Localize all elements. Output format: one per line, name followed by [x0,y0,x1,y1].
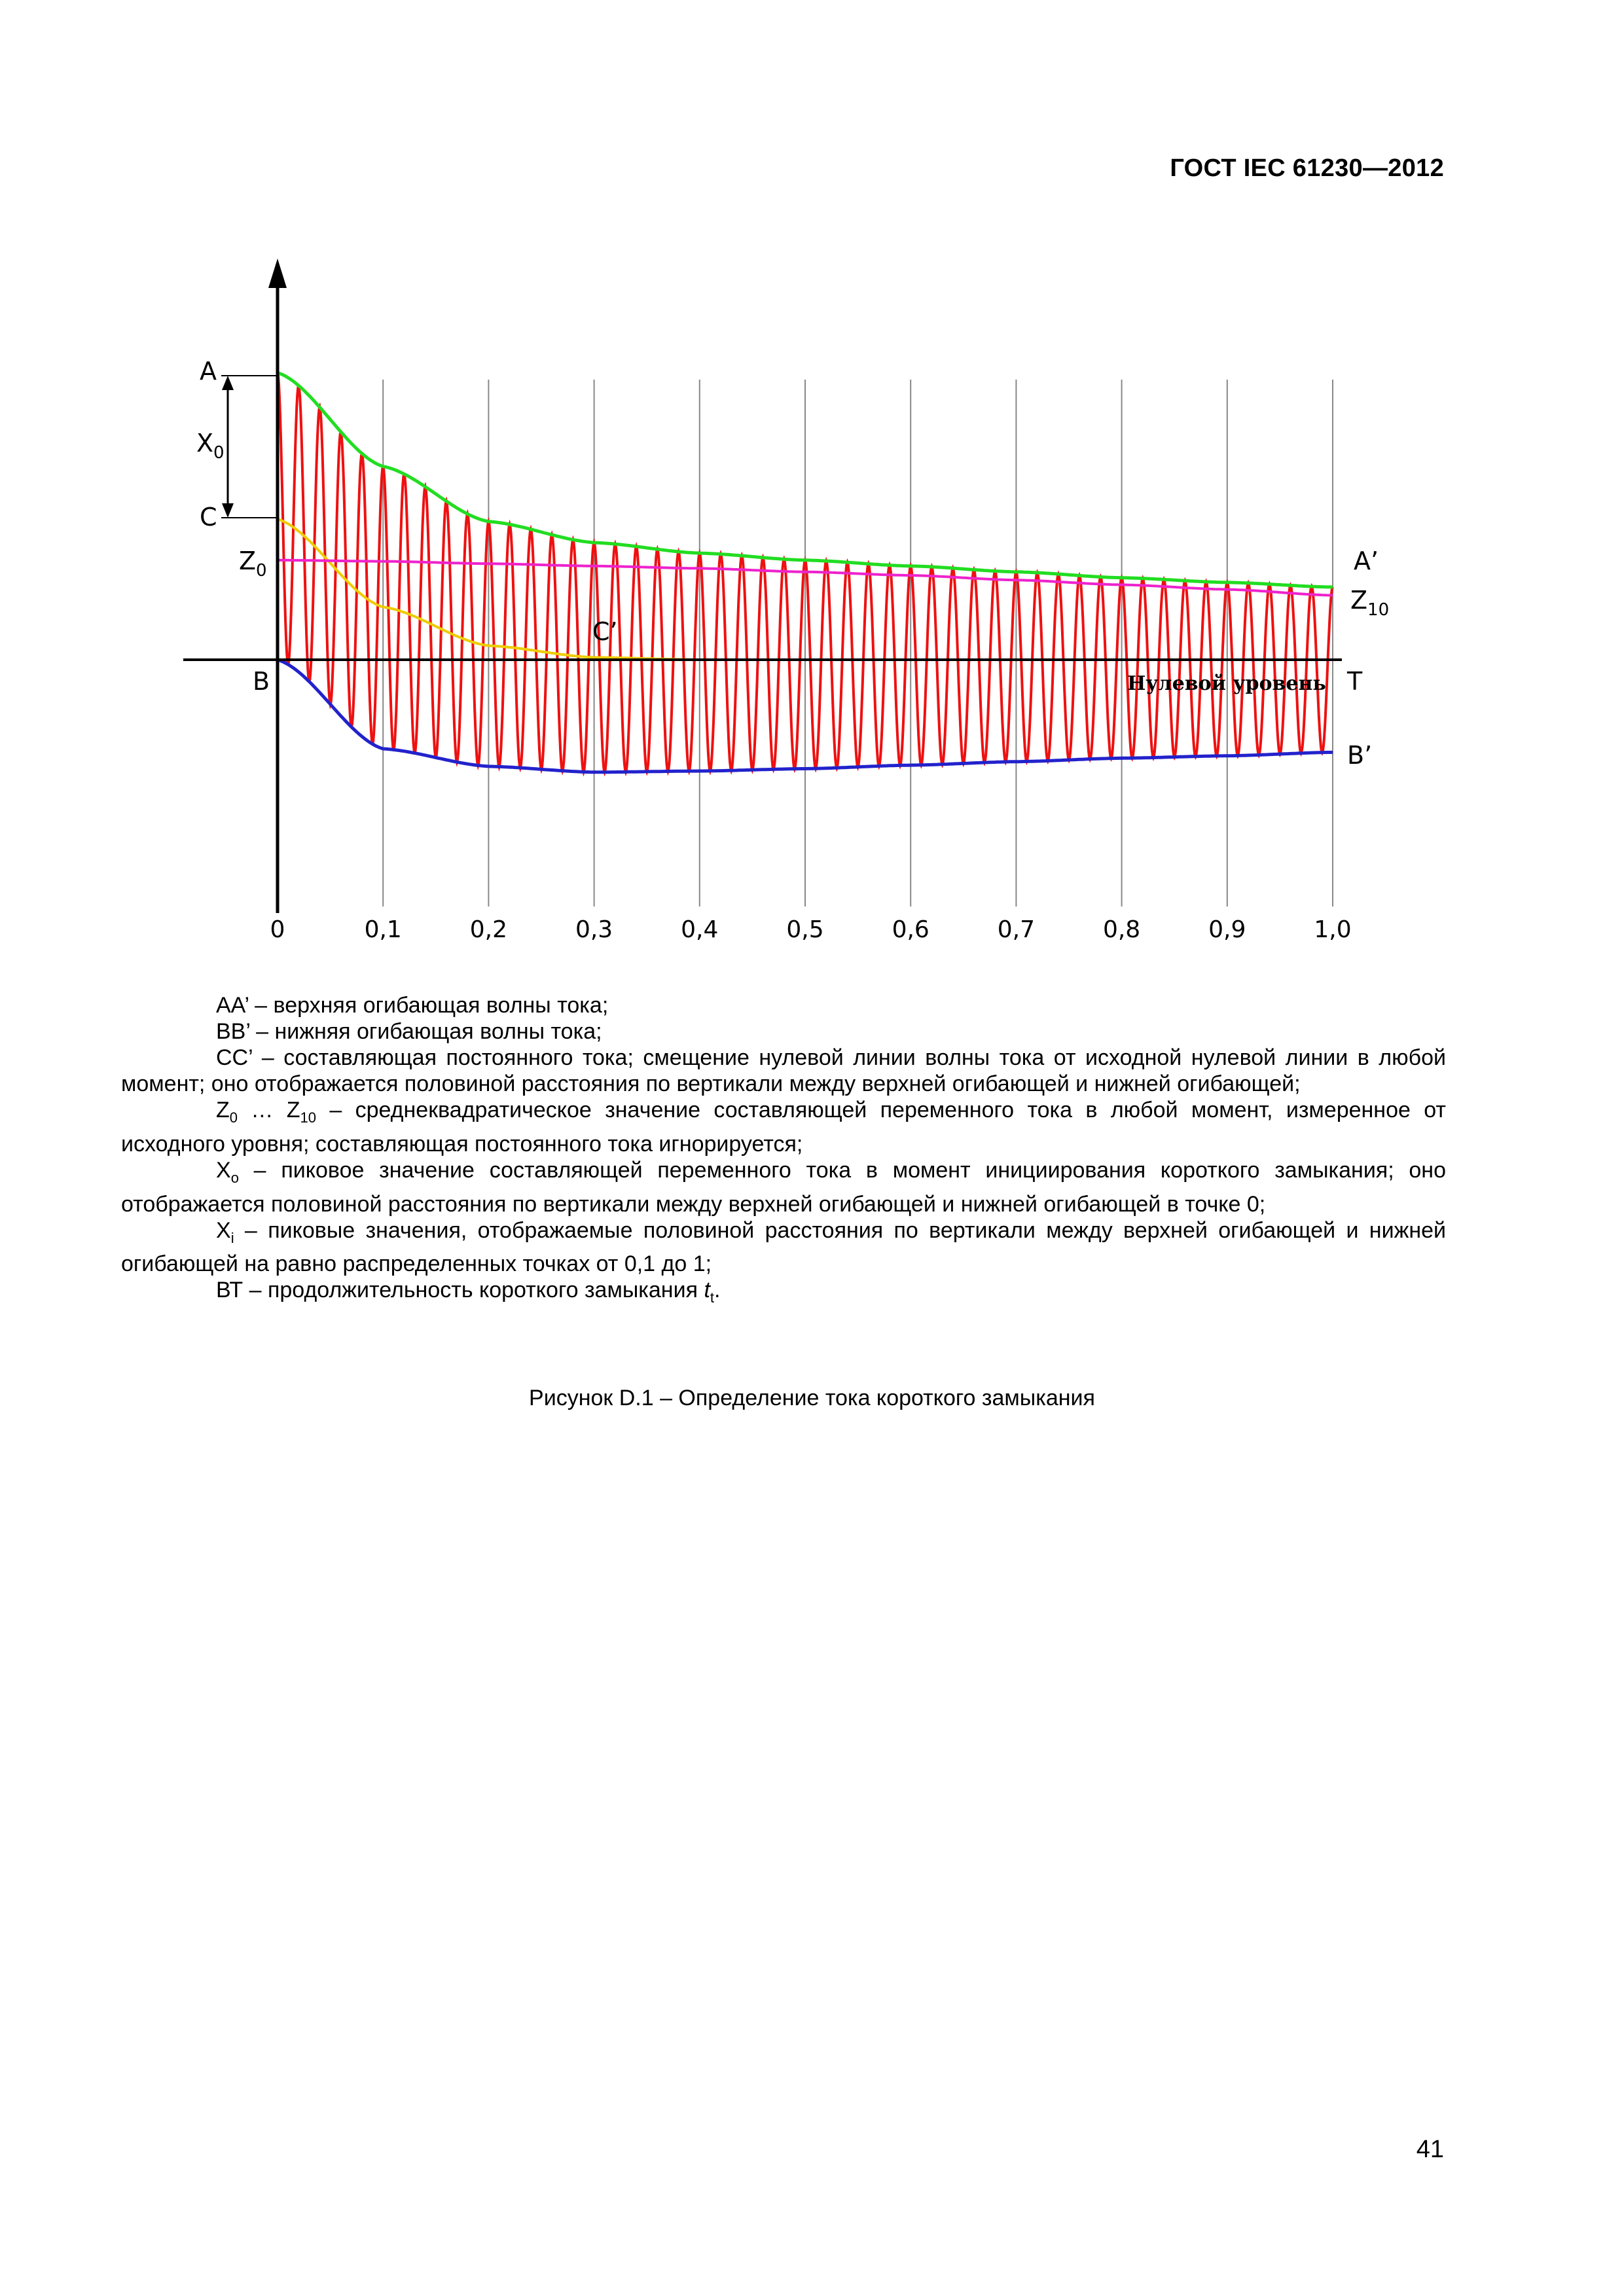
legend-item-bt: ВТ – продолжительность короткого замыкания $t_t$. [216,1278,721,1306]
label-b: B [253,667,270,696]
page-number: 41 [1416,2136,1444,2163]
legend-item-aa: АА’ – верхняя огибающая волны тока; [216,993,609,1018]
x-tick-label: 1,0 [1314,916,1352,943]
y-axis-arrow-icon [268,259,287,288]
x-tick-label: 0 [270,916,285,943]
x0-arrow-down-icon [222,503,234,518]
short-circuit-current-figure [0,0,1624,969]
figure-caption: Рисунок D.1 – Определение тока короткого замыкания [529,1386,1095,1410]
x0-arrow-up-icon [222,376,234,390]
x-tick-label: 0,5 [786,916,824,943]
x-tick-label: 0,3 [575,916,613,943]
label-t: T [1347,667,1363,696]
label-zero-level: Нулевой уровень [1127,672,1326,695]
document-header: ГОСТ IEC 61230—2012 [1170,154,1444,182]
x-tick-label: 0,2 [469,916,508,943]
legend-item-z: $Z_0$ … $Z_{10}$ – среднеквадратическое значение составляющей переменного тока в любой момент, измеренное от исходного уровня; составляющая постоянного тока игнорируется; [121,1098,1446,1157]
label-z10: $Z_{10}$ [1350,586,1390,620]
x-tick-label: 0,9 [1208,916,1246,943]
label-x0: $X_0$ [196,429,225,463]
legend-item-bb: ВВ’ – нижняя огибающая волны тока; [216,1019,602,1044]
label-c: C [200,503,217,531]
legend-item-xo: $Х_о$ – пиковое значение составляющей переменного тока в момент инициирования короткого замыкания; оно отображается половиной расстояния по вертикали между верхней огибающей и нижней огибающей в точке 0; [121,1157,1446,1217]
label-c-prime: C’ [592,617,618,646]
x-tick-label: 0,8 [1102,916,1141,943]
legend-item-xi: $Х_i$ – пиковые значения, отображаемые половиной расстояния по вертикали между верхней огибающей и нижней огибающей на равно распределенных точках от 0,1 до 1; [121,1217,1446,1277]
label-a-prime: A’ [1354,547,1379,575]
legend-item-cc: СС’ – составляющая постоянного тока; смещение нулевой линии волны тока от исходной нулевой линии в любой момент; оно отображается половиной расстояния по вертикали между верхней огибающей и нижней огибающей; [121,1045,1446,1096]
x-tick-label: 0,7 [997,916,1036,943]
x-tick-label: 0,6 [892,916,929,943]
x-tick-labels [270,916,1352,943]
label-a: A [200,357,217,386]
label-b-prime: B’ [1347,741,1373,770]
figure-legend [121,992,1446,1311]
label-z0: $Z_0$ [239,547,267,581]
x-tick-label: 0,4 [681,916,719,943]
x-tick-label: 0,1 [364,916,402,943]
